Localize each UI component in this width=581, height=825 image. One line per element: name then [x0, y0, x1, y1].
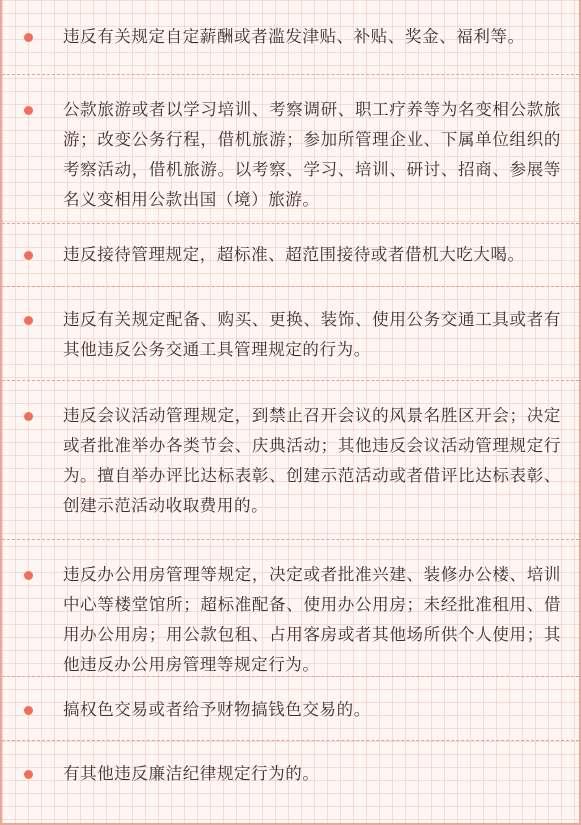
- list-item-text: 违反有关规定自定薪酬或者滥发津贴、补贴、奖金、福利等。: [63, 27, 525, 46]
- list-item: [2, 75, 579, 224]
- list-item-text: 搞权色交易或者给予财物搞钱色交易的。: [63, 700, 371, 719]
- bullet-dot-icon: [24, 316, 33, 325]
- bullet-dot-icon: [24, 33, 33, 42]
- bullet-dot-icon: [24, 106, 33, 115]
- list-item-text: 有其他违反廉洁纪律规定行为的。: [63, 764, 320, 783]
- list-item: [2, 224, 579, 287]
- violation-list: [2, 0, 579, 821]
- list-item: [2, 0, 579, 75]
- list-item-text: 违反办公用房管理等规定，决定或者批准兴建、装修办公楼、培训中心等楼堂馆所；超标准配备、使用办公用房；未经批准租用、借用办公用房；用公款包租、占用客房或者其他场所供个人使用；其他违反办公用房管理等规定行为。: [63, 565, 561, 674]
- list-item: [2, 381, 579, 540]
- list-item-text: 违反接待管理规定，超标准、超范围接待或者借机大吃大喝。: [63, 245, 525, 264]
- bullet-dot-icon: [24, 706, 33, 715]
- list-item-text: 违反有关规定配备、购买、更换、装饰、使用公务交通工具或者有其他违反公务交通工具管理规定的行为。: [63, 310, 561, 359]
- list-item: [2, 540, 579, 677]
- list-item: [2, 677, 579, 741]
- list-item-text: 违反会议活动管理规定，到禁止召开会议的风景名胜区开会；决定或者批准举办各类节会、庆典活动；其他违反会议活动管理规定行为。擅自举办评比达标表彰、创建示范活动或者借评比达标表彰、创建示范活动收取费用的。: [63, 406, 561, 515]
- list-item: [2, 287, 579, 381]
- bullet-dot-icon: [24, 770, 33, 779]
- bullet-dot-icon: [24, 412, 33, 421]
- bullet-dot-icon: [24, 571, 33, 580]
- list-item: [2, 741, 579, 821]
- list-item-text: 公款旅游或者以学习培训、考察调研、职工疗养等为名变相公款旅游；改变公务行程，借机旅游；参加所管理企业、下属单位组织的考察活动，借机旅游。以考察、学习、培训、研讨、招商、参展等名义变相用公款出国（境）旅游。: [63, 100, 561, 209]
- bullet-dot-icon: [24, 251, 33, 260]
